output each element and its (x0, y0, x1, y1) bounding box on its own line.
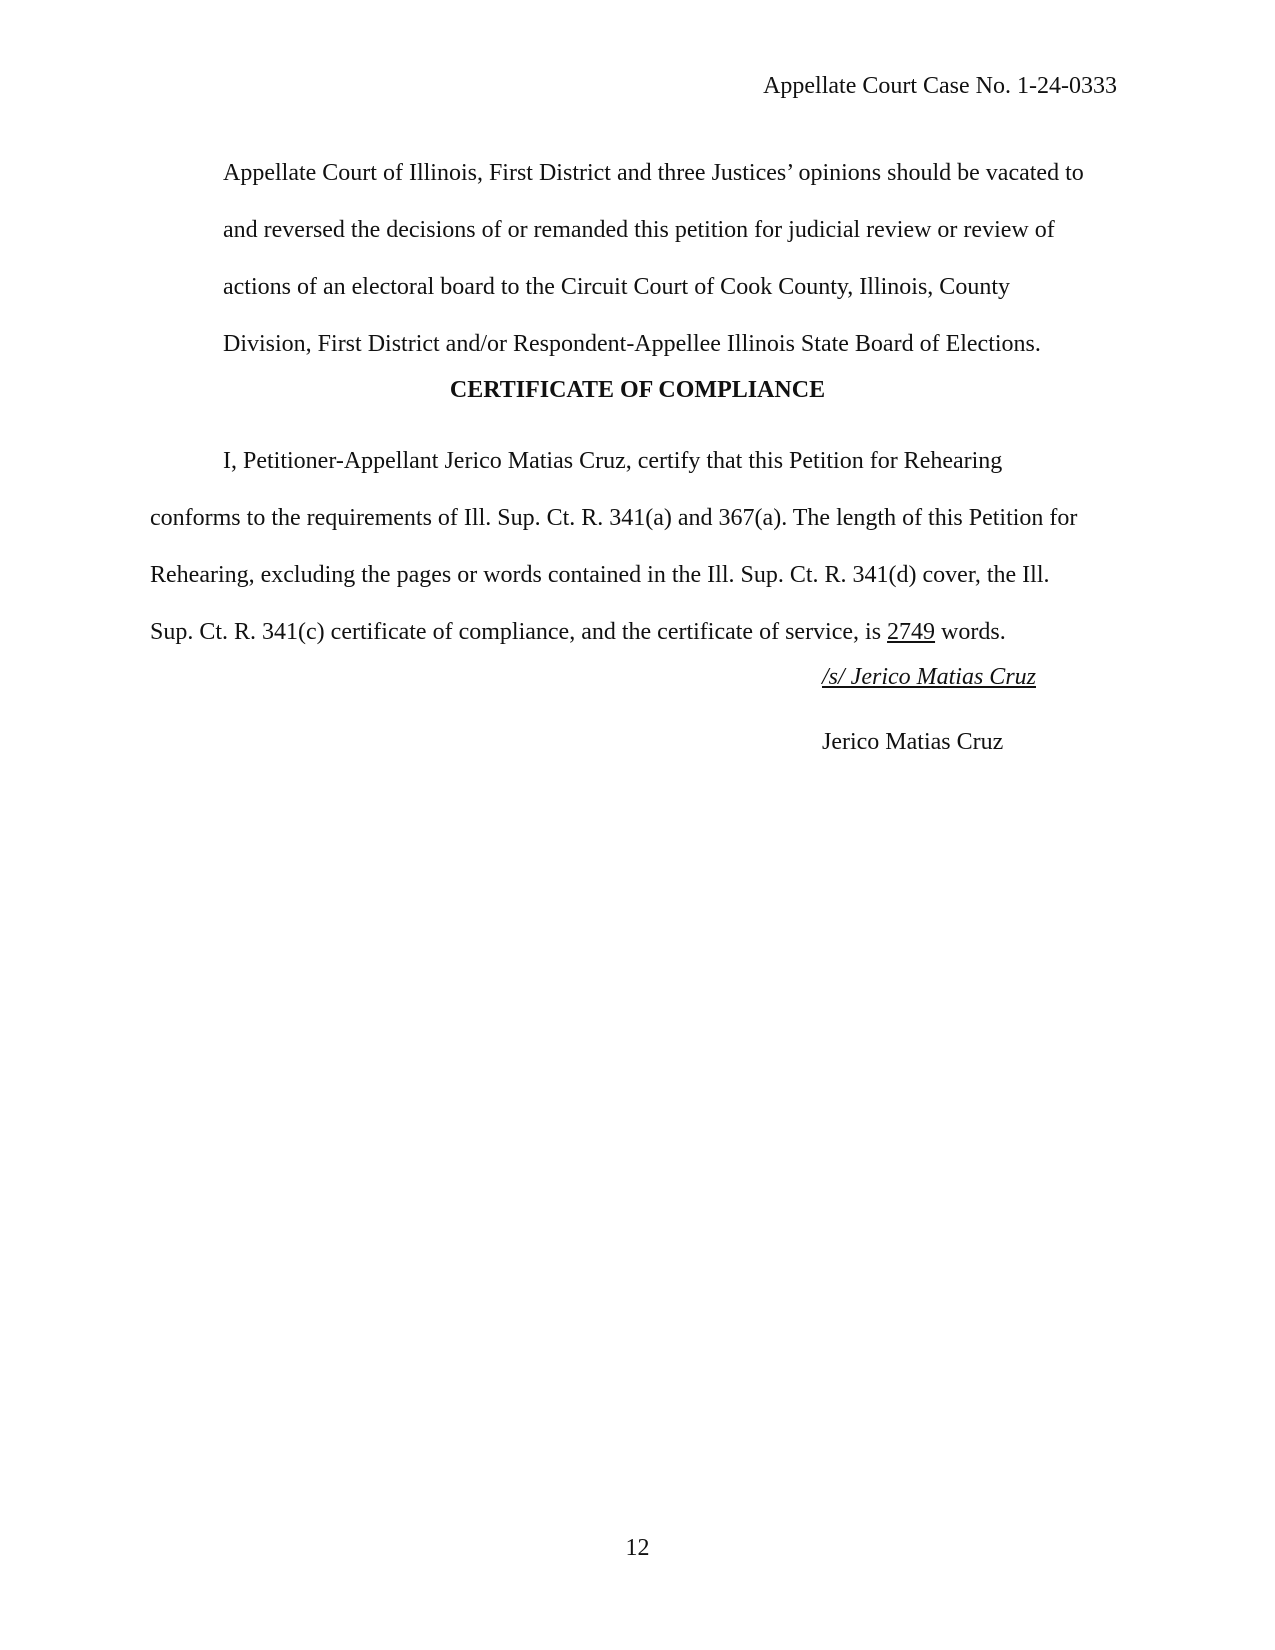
page-number: 12 (625, 1535, 650, 1561)
certificate-line: Rehearing, excluding the pages or words contained in the Ill. Sup. Ct. R. 341(d) cover, the Ill. (150, 562, 1050, 588)
conclusion-paragraph (223, 145, 1123, 373)
conclusion-line: Appellate Court of Illinois, First District and three Justices’ opinions should be vacated to (223, 160, 1084, 186)
signature: /s/ Jerico Matias Cruz (822, 664, 1036, 690)
certificate-line-prefix: Sup. Ct. R. 341(c) certificate of compliance, and the certificate of service, is (150, 619, 888, 645)
certificate-line: I, Petitioner-Appellant Jerico Matias Cruz, certify that this Petition for Rehearing (223, 448, 1003, 474)
case-number: Appellate Court Case No. 1-24-0333 (763, 73, 1117, 99)
certificate-line (150, 604, 1130, 661)
certificate-line-suffix: words. (935, 619, 1006, 645)
conclusion-line: actions of an electoral board to the Circuit Court of Cook County, Illinois, County (223, 274, 1010, 300)
word-count: 2749 (887, 619, 936, 645)
conclusion-line: Division, First District and/or Respondent-Appellee Illinois State Board of Elections. (223, 331, 1041, 357)
certificate-heading: CERTIFICATE OF COMPLIANCE (449, 377, 826, 403)
certificate-paragraph (150, 433, 1130, 661)
signer-name: Jerico Matias Cruz (822, 729, 1004, 755)
certificate-line: conforms to the requirements of Ill. Sup. Ct. R. 341(a) and 367(a). The length of this Petition for (150, 505, 1078, 531)
conclusion-line: and reversed the decisions of or remanded this petition for judicial review or review of (223, 217, 1055, 243)
